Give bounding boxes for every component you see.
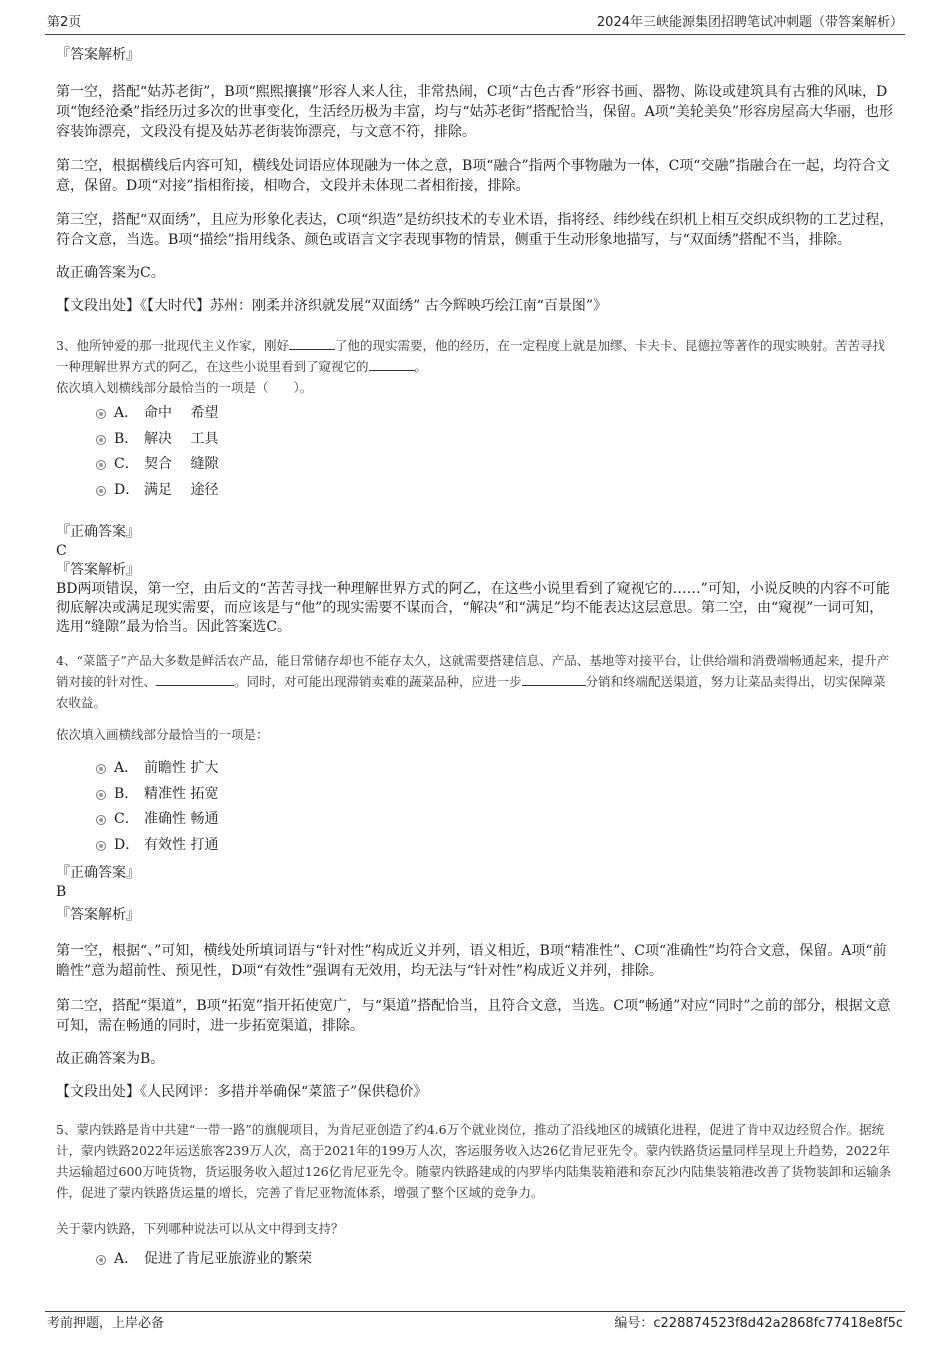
q2-conclusion: 故正确答案为C。	[56, 265, 165, 281]
q4-option-c[interactable]	[56, 807, 896, 833]
q4-analysis-label: 『答案解析』	[56, 907, 140, 923]
q4-stem	[56, 650, 896, 713]
q3-option-c[interactable]	[56, 452, 896, 478]
q4-answer-label: 『正确答案』	[56, 865, 140, 881]
option-text: 解决 工具	[144, 430, 219, 447]
q4-option-b[interactable]	[56, 782, 896, 808]
q3-prompt: 依次填入划横线部分最恰当的一项是（ ）。	[56, 380, 313, 395]
q3-stem-part2: 了他的现实需要，他的经历，在一定程度上就是加缪、卡夫卡、昆德拉等著作的现实映射。苦苦寻找一种理解世界方式的阿乙，在这些小说里看到了窥视它的	[56, 338, 885, 374]
radio-icon[interactable]	[96, 486, 106, 496]
q3-stem-part1: 3、他所钟爱的那一批现代主义作家，刚好	[56, 338, 289, 353]
document-code: 编号：c228874523f8d42a2868fc77418e8f5c	[614, 1316, 903, 1331]
option-text: 促进了肯尼亚旅游业的繁荣	[144, 1251, 312, 1267]
q3-options	[56, 401, 896, 503]
q3-analysis-label: 『答案解析』	[56, 562, 140, 578]
option-letter: A．	[114, 1251, 139, 1267]
q5-options	[56, 1247, 896, 1273]
option-text: 精准性 拓宽	[144, 785, 219, 802]
radio-icon[interactable]	[96, 764, 106, 774]
option-text: 前瞻性 扩大	[144, 760, 219, 776]
q4-analysis-p1: 第一空，根据“、”可知，横线处所填词语与“针对性”构成近义并列，语义相近，B项“精准性”、C项“准确性”均符合文意，保留。A项“前瞻性”意为超前性、预见性，D项“有效性”强调有无效用，均无法与“针对性”构成近义并列，排除。	[56, 943, 887, 979]
q4-conclusion: 故正确答案为B。	[56, 1051, 165, 1067]
q3-stem	[56, 335, 896, 377]
radio-icon[interactable]	[96, 409, 106, 419]
q2-analysis-p3: 第三空，搭配“双面绣”，且应为形象化表达，C项“织造”是纺织技术的专业术语，指将经、纬纱线在织机上相互交织成织物的工艺过程，符合文意，当选。B项“描绘”指用线条、颜色或语言文字表现事物的情景，侧重于生动形象地描写，与“双面绣”搭配不当，排除。	[56, 212, 894, 248]
option-letter: C．	[114, 456, 139, 472]
q4-option-a[interactable]	[56, 756, 896, 782]
option-text: 满足 途径	[144, 481, 219, 498]
radio-icon[interactable]	[96, 1255, 106, 1265]
q4-stem-part2: 。同时，对可能出现滞销卖难的蔬菜品种，应进一步	[234, 674, 522, 689]
option-letter: A．	[114, 760, 139, 776]
q3-option-d[interactable]	[56, 478, 896, 504]
radio-icon[interactable]	[96, 790, 106, 800]
q5-option-a[interactable]	[56, 1247, 896, 1273]
radio-icon[interactable]	[96, 435, 106, 445]
q4-stem-part3: 分销和终端配送渠道，努力让菜品卖得出，切实保障菜农收益。	[56, 674, 886, 710]
document-title: 2024年三峡能源集团招聘笔试冲刺题（带答案解析）	[596, 15, 903, 30]
q3-analysis: BD两项错误，第一空，由后文的“苦苦寻找一种理解世界方式的阿乙，在这些小说里看到了窥视它的……”可知，小说反映的内容不可能彻底解决或满足现实需要，而应该是与“他”的现实需要不谋而合，“解决”和“满足”均不能表达这层意思。第二空，由“窥视”一词可知，选用“缝隙”最为恰当。因此答案选C。	[56, 581, 890, 635]
option-text: 契合 缝隙	[144, 456, 219, 472]
option-text: 有效性 打通	[144, 836, 219, 853]
q4-source: 【文段出处】《人民网评：多措并举确保“菜篮子”保供稳价》	[56, 1084, 428, 1100]
page-number: 第2页	[47, 15, 82, 30]
q5-prompt: 关于蒙内铁路，下列哪种说法可以从文中得到支持？	[56, 1221, 344, 1236]
q5-stem: 5、蒙内铁路是肯中共建“一带一路”的旗舰项目，为肯尼亚创造了约4.6万个就业岗位，推动了沿线地区的城镇化进程，促进了肯中双边经贸合作。据统计，蒙内铁路2022年运送旅客239万人次，高于2021年的199万人次，客运服务收入达26亿肯尼亚先令。蒙内铁路货运量同样呈现上升趋势，2022年共运输超过600万吨货物，货运服务收入超过126亿肯尼亚先令。随蒙内铁路建成的内罗毕内陆集装箱港和奈瓦沙内陆集装箱港改善了货物装卸和运输条件，促进了蒙内铁路货运量的增长，完善了肯尼亚物流体系，增强了整个区域的竞争力。	[56, 1122, 892, 1200]
q3-blank-2	[369, 356, 415, 371]
radio-icon[interactable]	[96, 841, 106, 851]
q4-stem-part1: 4、“菜篮子”产品大多数是鲜活农产品，能日常储存却也不能存太久，这就需要搭建信息、产品、基地等对接平台，让供给端和消费端畅通起来，提升产销对接的针对性、	[56, 653, 890, 689]
q3-option-b[interactable]	[56, 427, 896, 453]
q4-prompt: 依次填入画横线部分最恰当的一项是：	[56, 727, 269, 742]
q2-analysis-p2: 第二空，根据横线后内容可知，横线处词语应体现融为一体之意，B项“融合”指两个事物融为一体，C项“交融”指融合在一起，均符合文意，保留。D项“对接”指相衔接，相吻合，文段并未体现二者相衔接，排除。	[56, 158, 890, 194]
document-body	[56, 42, 896, 1273]
option-text: 准确性 畅通	[144, 811, 219, 827]
q3-answer: C	[56, 543, 67, 559]
q4-answer: B	[56, 884, 67, 900]
q2-source: 【文段出处】《【大时代】苏州：刚柔并济织就发展“双面绣” 古今辉映巧绘江南“百景图”》	[56, 298, 608, 314]
page-header	[45, 14, 905, 35]
q3-stem-part3: 。	[414, 359, 428, 374]
q4-option-d[interactable]	[56, 833, 896, 859]
radio-icon[interactable]	[96, 460, 106, 470]
q2-analysis-p1: 第一空，搭配“姑苏老街”，B项“熙熙攘攘”形容人来人往，非常热闹，C项“古色古香”形容书画、器物、陈设或建筑具有古雅的风味，D项“饱经沧桑”指经历过多次的世事变化，生活经历极为丰富，均与“姑苏老街”搭配恰当，保留。A项“美轮美奂”形容房屋高大华丽，也形容装饰漂亮，文段没有提及姑苏老街装饰漂亮，与文意不符，排除。	[56, 84, 894, 140]
q4-blank-2	[522, 671, 586, 686]
option-letter: B．	[114, 430, 139, 447]
option-letter: D．	[114, 481, 140, 498]
q4-analysis-p2: 第二空，搭配“渠道”，B项“拓宽”指开拓使宽广，与“渠道”搭配恰当，且符合文意，当选。C项“畅通”对应“同时”之前的部分，根据文意可知，需在畅通的同时，进一步拓宽渠道，排除。	[56, 998, 891, 1034]
footer-slogan: 考前押题，上岸必备	[47, 1316, 165, 1331]
option-text: 命中 希望	[144, 405, 219, 421]
page-footer	[45, 1311, 905, 1332]
option-letter: A．	[114, 405, 139, 421]
option-letter: D．	[114, 836, 140, 853]
q4-blank-1	[156, 671, 234, 686]
q4-options	[56, 756, 896, 858]
radio-icon[interactable]	[96, 815, 106, 825]
q3-answer-label: 『正确答案』	[56, 524, 140, 540]
q2-analysis-label: 『答案解析』	[56, 47, 140, 63]
q3-blank-1	[289, 335, 335, 350]
option-letter: B．	[114, 785, 139, 802]
option-letter: C．	[114, 811, 139, 827]
q3-option-a[interactable]	[56, 401, 896, 427]
